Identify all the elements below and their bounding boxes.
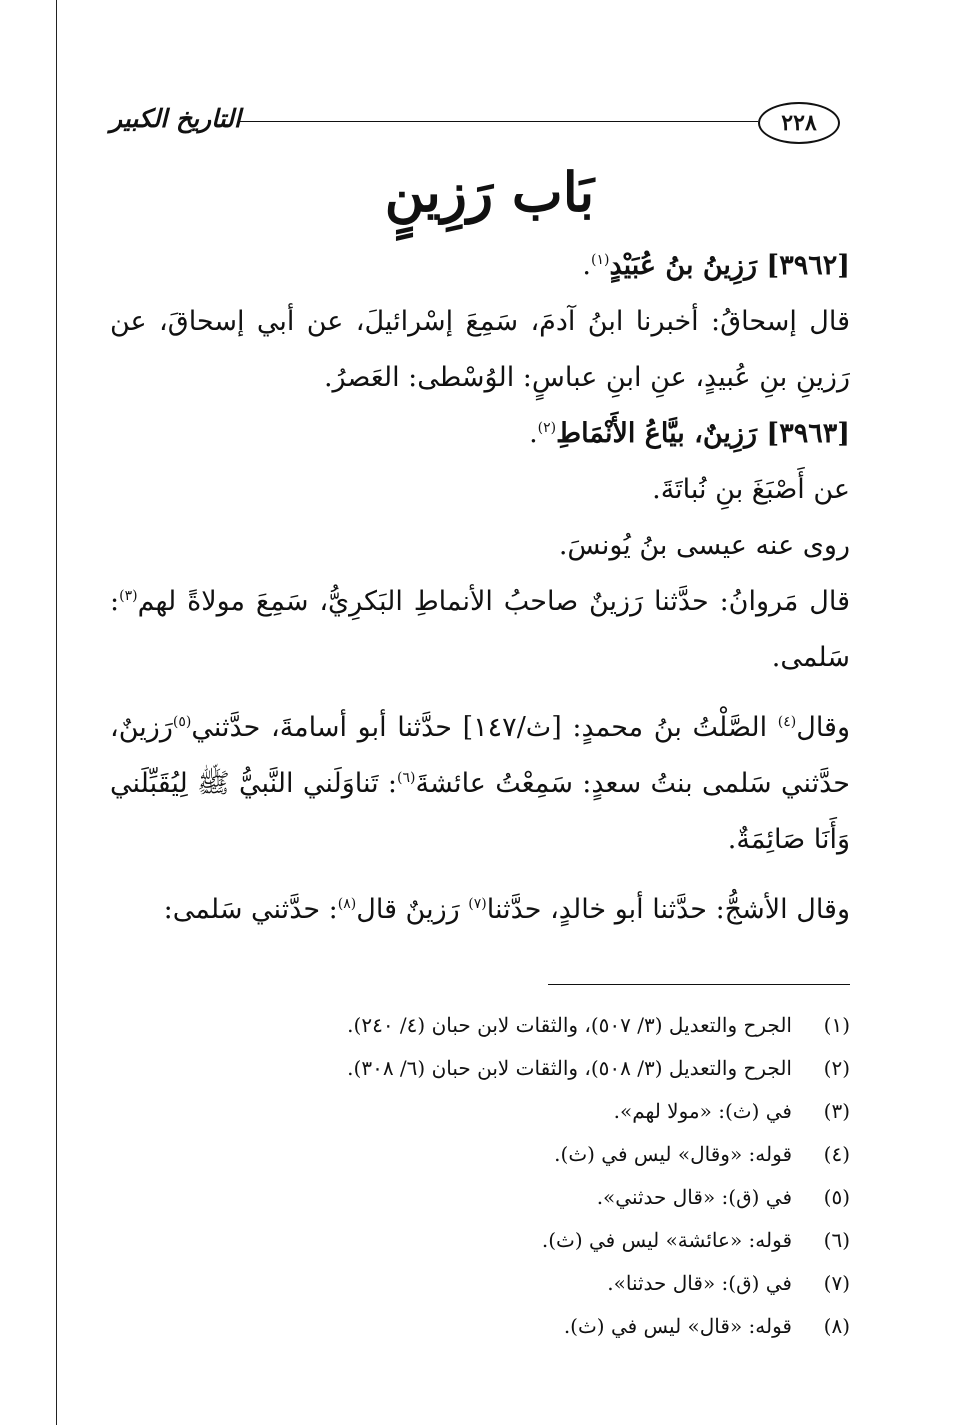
entry-heading-end: . xyxy=(529,418,538,449)
paragraph-salt xyxy=(110,700,850,868)
footnote xyxy=(110,1090,850,1133)
footnote-number: (٣) xyxy=(823,1099,850,1123)
entry-heading-text: [٣٩٦٣] رَزِينٌ، بيَّاعُ الأَنْمَاطِ xyxy=(556,418,850,449)
footnote xyxy=(110,1219,850,1262)
footnote-ref: (٨) xyxy=(337,896,357,912)
text-run: رَزينٌ قال xyxy=(356,894,469,925)
entry-heading-end: . xyxy=(582,250,591,281)
footnote-text: الجرح والتعديل (٣/ ٥٠٨)، والثقات لابن حبان (٦/ ٣٠٨). xyxy=(347,1056,792,1080)
footnote xyxy=(110,1133,850,1176)
text-run: رَزينٌ، حدَّثني سَلمى بنتُ سعدٍ: سَمِعْتُ عائشةَ xyxy=(110,712,850,799)
footnote xyxy=(110,1305,850,1348)
footnote-ref: (١) xyxy=(590,252,610,268)
paragraph: عن أَصْبَغَ بنِ نُباتَةَ. xyxy=(652,474,850,505)
footnote-number: (٨) xyxy=(823,1314,850,1338)
text-run: قال مَروانُ: حدَّثنا رَزينٌ صاحبُ الأنماطِ البَكرِيُّ، سَمِعَ مولاةً لهم xyxy=(137,586,850,617)
text-run: : حدَّثني سَلمى: xyxy=(163,894,338,925)
footnote-separator xyxy=(548,984,850,985)
chapter-title: بَاب رَزِينٍ xyxy=(384,160,595,224)
footnote-number: (٦) xyxy=(823,1228,850,1252)
page-number: ٢٢٨ xyxy=(758,102,840,144)
entry-heading xyxy=(110,406,850,462)
footnote-ref: (٥) xyxy=(172,714,192,730)
text-run: : سَلمى. xyxy=(110,586,850,673)
text-run: الصَّلْتُ بنُ محمدٍ: [ث/١٤٧] حدَّثنا أبو أسامةَ، حدَّثني xyxy=(191,712,778,743)
page-header xyxy=(110,98,850,144)
footnote-ref: (٤) xyxy=(777,714,797,730)
paragraph-ashajj xyxy=(110,882,850,938)
footnote-number: (٢) xyxy=(823,1056,850,1080)
footnote xyxy=(110,1004,850,1047)
footnote-number: (١) xyxy=(823,1013,850,1037)
text-run: وقال xyxy=(796,712,850,743)
paragraph: قال إسحاقُ: أخبرنا ابنُ آدمَ، سَمِعَ إسْرائيلَ، عن أبي إسحاقَ، عن رَزينِ بنِ عُبيدٍ، عنِ ابنِ عباسٍ: الوُسْطى: العَصرُ. xyxy=(110,306,850,393)
entry-heading-text: [٣٩٦٢] رَزِينُ بنُ عُبَيْدٍ xyxy=(609,250,850,281)
footnote-text: في (ق): «قال حدثنا». xyxy=(607,1271,792,1295)
footnote-ref: (٢) xyxy=(537,420,557,436)
footnote xyxy=(110,1262,850,1305)
footnote-ref: (٦) xyxy=(397,770,416,786)
footnotes xyxy=(110,1004,850,1348)
footnote-ref: (٧) xyxy=(468,896,487,912)
running-title: التاريخ الكبير xyxy=(110,104,241,133)
footnote-text: في (ث): «مولا لهم». xyxy=(613,1099,792,1123)
text-run: : تَناوَلَني النَّبيُّ ﷺ لِيُقَبِّلَني وَأَنَا صَائِمَةٌ. xyxy=(110,768,850,855)
footnote-text: قوله: «وقال» ليس في (ث). xyxy=(554,1142,792,1166)
header-rule xyxy=(238,121,758,122)
footnote-number: (٤) xyxy=(823,1142,850,1166)
footnote-number: (٧) xyxy=(823,1271,850,1295)
footnote-text: قوله: «قال» ليس في (ث). xyxy=(563,1314,792,1338)
footnote xyxy=(110,1176,850,1219)
footnote-number: (٥) xyxy=(823,1185,850,1209)
paragraph-marwan xyxy=(110,574,850,686)
paragraph: روى عنه عيسى بنُ يُونسَ. xyxy=(558,530,850,561)
footnote-text: قوله: «عائشة» ليس في (ث). xyxy=(541,1228,792,1252)
text-run: وقال الأشجُّ: حدَّثنا أبو خالدٍ، حدَّثنا xyxy=(486,894,850,925)
footnote xyxy=(110,1047,850,1090)
footnote-text: في (ق): «قال حدثني». xyxy=(596,1185,792,1209)
main-text xyxy=(110,238,850,938)
entry-heading xyxy=(110,238,850,294)
footnote-text: الجرح والتعديل (٣/ ٥٠٧)، والثقات لابن حبان (٤/ ٢٤٠). xyxy=(347,1013,792,1037)
footnote-ref: (٣) xyxy=(119,588,138,604)
